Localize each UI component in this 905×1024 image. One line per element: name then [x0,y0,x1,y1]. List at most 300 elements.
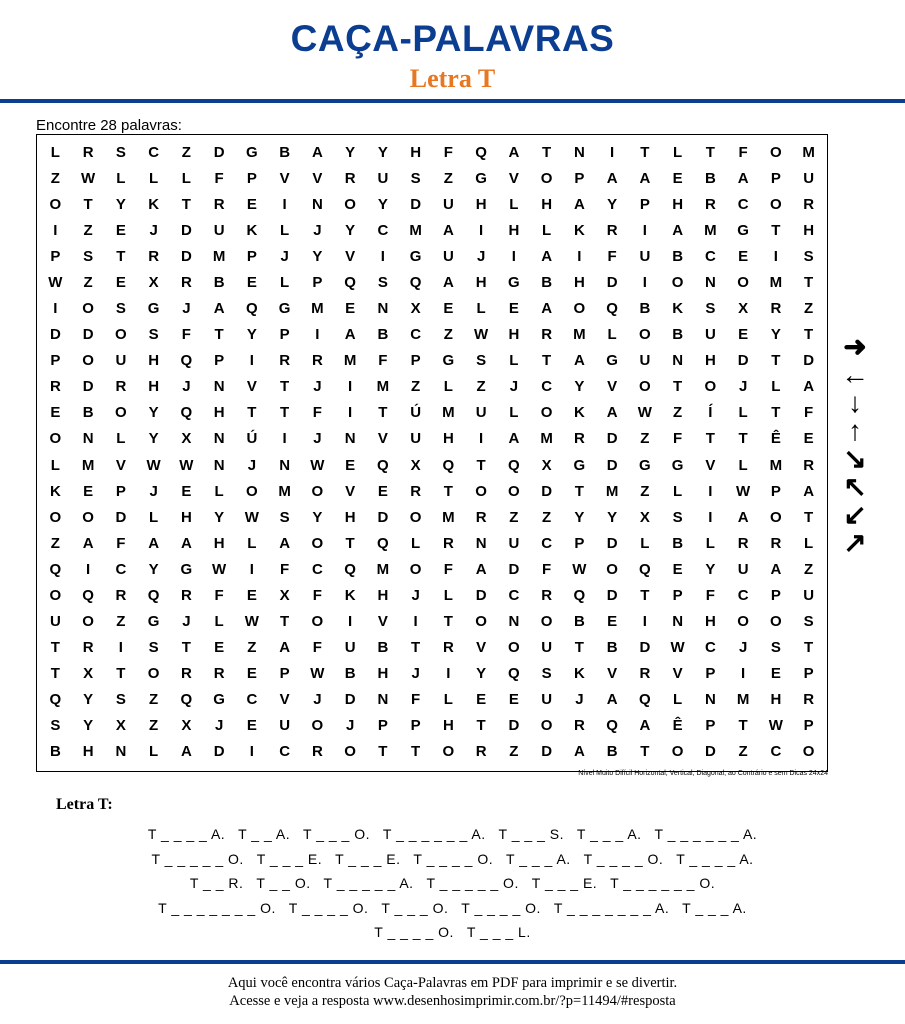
grid-cell[interactable]: A [311,143,323,161]
grid-cell[interactable]: M [212,247,226,265]
grid-cell[interactable]: C [737,586,749,604]
grid-cell[interactable]: Z [116,613,126,631]
grid-cell[interactable]: G [475,169,487,187]
grid-cell[interactable]: R [180,586,192,604]
grid-cell[interactable]: E [83,482,94,500]
grid-cell[interactable]: S [148,326,159,344]
grid-cell[interactable]: A [279,534,291,552]
grid-cell[interactable]: W [572,560,587,578]
grid-cell[interactable]: O [344,195,356,213]
grid-cell[interactable]: A [541,300,553,318]
grid-cell[interactable]: X [410,300,421,318]
grid-cell[interactable]: P [50,352,61,370]
grid-cell[interactable]: I [511,247,516,265]
grid-cell[interactable]: Z [50,534,60,552]
grid-cell[interactable]: Q [246,300,258,318]
grid-cell[interactable]: O [409,560,422,578]
grid-cell[interactable]: I [282,195,287,213]
grid-cell[interactable]: T [50,665,60,683]
grid-cell[interactable]: D [704,743,716,761]
grid-cell[interactable]: L [673,482,683,500]
grid-cell[interactable]: Q [49,560,62,578]
grid-cell[interactable]: O [246,482,258,500]
grid-cell[interactable]: T [574,639,584,657]
grid-cell[interactable]: F [443,560,453,578]
grid-cell[interactable]: O [49,430,62,448]
grid-cell[interactable]: V [377,613,388,631]
grid-cell[interactable]: L [509,352,519,370]
grid-cell[interactable]: D [82,378,94,396]
grid-cell[interactable]: H [475,273,487,291]
grid-cell[interactable]: L [149,169,159,187]
grid-cell[interactable]: E [672,169,683,187]
grid-cell[interactable]: L [509,404,519,422]
grid-cell[interactable]: Y [345,143,356,161]
grid-cell[interactable]: I [249,743,254,761]
grid-cell[interactable]: Y [377,143,388,161]
grid-cell[interactable]: R [49,378,61,396]
grid-cell[interactable]: Z [149,717,159,735]
grid-cell[interactable]: D [508,717,520,735]
grid-cell[interactable]: B [213,273,225,291]
grid-cell[interactable]: T [640,743,650,761]
grid-cell[interactable]: O [49,586,62,604]
grid-cell[interactable]: N [311,195,323,213]
grid-cell[interactable]: O [540,404,553,422]
grid-cell[interactable]: B [639,300,651,318]
grid-cell[interactable]: O [508,482,520,500]
grid-cell[interactable]: F [607,247,617,265]
grid-cell[interactable]: M [769,456,783,474]
grid-cell[interactable]: Y [574,508,585,526]
grid-cell[interactable]: P [50,247,61,265]
grid-cell[interactable]: P [672,586,683,604]
grid-cell[interactable]: E [115,273,126,291]
grid-cell[interactable]: T [50,639,60,657]
grid-cell[interactable]: O [770,143,782,161]
grid-cell[interactable]: Z [804,300,814,318]
grid-cell[interactable]: O [409,508,422,526]
grid-cell[interactable]: R [180,273,192,291]
grid-cell[interactable]: O [540,717,553,735]
grid-cell[interactable]: E [508,300,519,318]
grid-cell[interactable]: R [82,143,94,161]
grid-cell[interactable]: N [279,456,291,474]
grid-cell[interactable]: Q [508,665,520,683]
grid-cell[interactable]: M [409,221,422,239]
grid-cell[interactable]: L [443,586,453,604]
grid-cell[interactable]: A [606,169,618,187]
grid-cell[interactable]: T [181,195,191,213]
grid-cell[interactable]: A [180,743,192,761]
grid-cell[interactable]: A [344,326,356,344]
grid-cell[interactable]: F [181,326,191,344]
grid-cell[interactable]: S [803,247,814,265]
grid-cell[interactable]: H [82,743,94,761]
grid-cell[interactable]: Q [180,352,193,370]
grid-cell[interactable]: O [147,665,160,683]
grid-cell[interactable]: C [541,378,553,396]
grid-cell[interactable]: X [181,430,192,448]
grid-cell[interactable]: R [541,326,553,344]
grid-cell[interactable]: R [311,743,323,761]
grid-cell[interactable]: B [541,273,553,291]
grid-cell[interactable]: L [181,169,191,187]
grid-cell[interactable]: F [411,691,421,709]
grid-cell[interactable]: A [541,247,553,265]
grid-cell[interactable]: N [213,430,225,448]
grid-cell[interactable]: J [575,691,584,709]
grid-cell[interactable]: Q [639,560,651,578]
grid-cell[interactable]: E [181,482,192,500]
grid-cell[interactable]: I [708,482,713,500]
grid-cell[interactable]: C [410,326,422,344]
grid-cell[interactable]: C [704,247,716,265]
grid-cell[interactable]: R [541,586,553,604]
grid-cell[interactable]: E [115,221,126,239]
grid-cell[interactable]: L [771,378,781,396]
grid-cell[interactable]: I [118,639,123,657]
grid-cell[interactable]: N [377,300,389,318]
grid-cell[interactable]: S [410,169,421,187]
grid-cell[interactable]: A [573,195,585,213]
grid-cell[interactable]: E [50,404,61,422]
grid-cell[interactable]: O [737,613,749,631]
grid-cell[interactable]: I [348,613,353,631]
grid-cell[interactable]: L [509,195,519,213]
grid-cell[interactable]: H [213,534,225,552]
grid-cell[interactable]: P [705,717,716,735]
grid-cell[interactable]: V [279,691,290,709]
grid-cell[interactable]: P [574,534,585,552]
grid-cell[interactable]: D [606,273,618,291]
grid-cell[interactable]: D [606,456,618,474]
grid-cell[interactable]: J [411,665,420,683]
grid-cell[interactable]: K [573,221,585,239]
grid-cell[interactable]: Y [705,560,716,578]
grid-cell[interactable]: G [147,613,160,631]
grid-cell[interactable]: H [475,195,487,213]
grid-cell[interactable]: U [410,430,422,448]
grid-cell[interactable]: O [82,613,94,631]
grid-cell[interactable]: I [773,247,778,265]
grid-cell[interactable]: T [640,143,650,161]
grid-cell[interactable]: G [508,273,520,291]
grid-cell[interactable]: Q [442,456,455,474]
grid-cell[interactable]: L [247,534,257,552]
grid-cell[interactable]: R [770,534,782,552]
grid-cell[interactable]: T [411,639,421,657]
grid-cell[interactable]: P [279,665,290,683]
grid-cell[interactable]: P [279,326,290,344]
grid-cell[interactable]: Z [542,508,552,526]
grid-cell[interactable]: Q [147,586,160,604]
grid-cell[interactable]: W [637,404,652,422]
grid-cell[interactable]: J [345,717,355,735]
grid-cell[interactable]: B [49,743,61,761]
grid-cell[interactable]: T [116,665,126,683]
grid-cell[interactable]: I [249,560,254,578]
grid-cell[interactable]: U [213,221,225,239]
grid-cell[interactable]: A [737,169,749,187]
grid-cell[interactable]: Q [377,534,389,552]
grid-cell[interactable]: B [573,613,585,631]
grid-cell[interactable]: J [313,430,322,448]
grid-cell[interactable]: W [48,273,63,291]
grid-cell[interactable]: V [279,169,290,187]
grid-cell[interactable]: W [736,482,751,500]
grid-cell[interactable]: A [279,639,291,657]
grid-cell[interactable]: P [770,169,781,187]
grid-cell[interactable]: J [476,247,486,265]
grid-cell[interactable]: O [671,743,684,761]
grid-cell[interactable]: H [704,613,716,631]
grid-cell[interactable]: A [508,430,520,448]
grid-cell[interactable]: O [344,743,356,761]
grid-cell[interactable]: T [738,717,748,735]
grid-cell[interactable]: I [315,326,320,344]
grid-cell[interactable]: D [377,508,389,526]
grid-cell[interactable]: W [244,613,259,631]
grid-cell[interactable]: T [738,430,748,448]
grid-cell[interactable]: N [82,430,94,448]
grid-cell[interactable]: U [639,352,651,370]
grid-cell[interactable]: B [672,534,684,552]
grid-cell[interactable]: S [50,717,61,735]
grid-cell[interactable]: L [705,534,715,552]
grid-cell[interactable]: B [606,639,618,657]
grid-cell[interactable]: X [541,456,552,474]
grid-cell[interactable]: H [442,430,454,448]
grid-cell[interactable]: H [704,352,716,370]
grid-cell[interactable]: T [181,639,191,657]
grid-cell[interactable]: O [82,300,94,318]
grid-cell[interactable]: A [82,534,94,552]
grid-cell[interactable]: Y [148,430,159,448]
grid-cell[interactable]: E [803,430,814,448]
grid-cell[interactable]: Y [607,195,618,213]
grid-cell[interactable]: R [704,195,716,213]
grid-cell[interactable]: E [214,639,225,657]
grid-cell[interactable]: Z [83,273,93,291]
grid-cell[interactable]: J [738,639,748,657]
grid-cell[interactable]: G [639,456,651,474]
grid-cell[interactable]: O [770,613,782,631]
grid-cell[interactable]: C [115,560,127,578]
grid-cell[interactable]: V [705,456,716,474]
grid-cell[interactable]: C [541,534,553,552]
grid-cell[interactable]: B [704,169,716,187]
grid-cell[interactable]: A [803,482,815,500]
grid-cell[interactable]: V [246,378,257,396]
grid-cell[interactable]: L [542,221,552,239]
grid-cell[interactable]: F [705,586,715,604]
grid-cell[interactable]: A [606,404,618,422]
grid-cell[interactable]: A [213,300,225,318]
grid-cell[interactable]: D [737,352,749,370]
grid-cell[interactable]: T [280,404,290,422]
grid-cell[interactable]: S [83,247,94,265]
grid-cell[interactable]: T [345,534,355,552]
grid-cell[interactable]: E [443,300,454,318]
grid-cell[interactable]: E [607,613,618,631]
grid-cell[interactable]: J [411,586,420,604]
grid-cell[interactable]: I [642,221,647,239]
grid-cell[interactable]: G [246,143,258,161]
grid-cell[interactable]: O [475,613,487,631]
grid-cell[interactable]: V [672,665,683,683]
grid-cell[interactable]: Z [181,143,191,161]
grid-cell[interactable]: H [541,195,553,213]
grid-cell[interactable]: E [738,326,749,344]
grid-cell[interactable]: D [606,430,618,448]
grid-cell[interactable]: O [115,404,127,422]
grid-cell[interactable]: O [508,639,520,657]
grid-cell[interactable]: G [147,300,160,318]
grid-cell[interactable]: Ú [246,430,258,448]
grid-cell[interactable]: Z [509,508,519,526]
grid-cell[interactable]: R [410,482,422,500]
grid-cell[interactable]: S [672,508,683,526]
grid-cell[interactable]: K [573,404,585,422]
grid-cell[interactable]: M [442,508,455,526]
grid-cell[interactable]: H [770,691,782,709]
grid-cell[interactable]: I [642,273,647,291]
grid-cell[interactable]: F [804,404,814,422]
grid-cell[interactable]: T [443,482,453,500]
grid-cell[interactable]: Y [345,221,356,239]
grid-cell[interactable]: Ê [672,717,683,735]
grid-cell[interactable]: T [771,352,781,370]
grid-cell[interactable]: O [540,169,553,187]
grid-cell[interactable]: G [671,456,684,474]
grid-cell[interactable]: F [443,143,453,161]
grid-cell[interactable]: O [704,378,717,396]
grid-cell[interactable]: Y [115,195,126,213]
grid-cell[interactable]: U [737,560,749,578]
grid-cell[interactable]: V [345,482,356,500]
grid-cell[interactable]: G [737,221,749,239]
grid-cell[interactable]: J [313,378,322,396]
grid-cell[interactable]: T [804,639,814,657]
grid-cell[interactable]: O [115,326,127,344]
grid-cell[interactable]: J [182,378,191,396]
grid-cell[interactable]: C [737,195,749,213]
grid-cell[interactable]: W [768,717,783,735]
grid-cell[interactable]: H [672,195,684,213]
grid-cell[interactable]: N [475,534,487,552]
grid-cell[interactable]: U [639,247,651,265]
grid-cell[interactable]: R [115,586,127,604]
grid-cell[interactable]: M [605,482,619,500]
grid-cell[interactable]: G [180,560,193,578]
grid-cell[interactable]: G [409,247,422,265]
grid-cell[interactable]: O [311,613,324,631]
grid-cell[interactable]: Z [411,378,421,396]
grid-cell[interactable]: Y [214,508,225,526]
grid-cell[interactable]: T [640,586,650,604]
grid-cell[interactable]: O [671,273,684,291]
grid-cell[interactable]: L [214,613,224,631]
grid-cell[interactable]: Y [574,378,585,396]
grid-cell[interactable]: A [508,143,520,161]
grid-cell[interactable]: R [770,300,782,318]
grid-cell[interactable]: V [607,378,618,396]
grid-cell[interactable]: N [508,613,520,631]
grid-cell[interactable]: X [115,717,126,735]
grid-cell[interactable]: W [179,456,194,474]
grid-cell[interactable]: U [541,639,553,657]
grid-cell[interactable]: R [279,352,291,370]
grid-cell[interactable]: E [672,560,683,578]
grid-cell[interactable]: F [378,352,388,370]
grid-cell[interactable]: F [542,560,552,578]
grid-cell[interactable]: U [344,639,356,657]
grid-cell[interactable]: O [606,560,618,578]
grid-cell[interactable]: E [246,665,257,683]
grid-cell[interactable]: R [442,534,454,552]
grid-cell[interactable]: T [574,482,584,500]
grid-cell[interactable]: D [541,743,553,761]
grid-cell[interactable]: P [770,586,781,604]
grid-cell[interactable]: B [606,743,618,761]
grid-cell[interactable]: Y [312,508,323,526]
grid-cell[interactable]: C [377,221,389,239]
grid-cell[interactable]: Q [49,691,62,709]
grid-cell[interactable]: S [115,691,126,709]
grid-cell[interactable]: S [705,300,716,318]
grid-cell[interactable]: J [214,717,224,735]
grid-cell[interactable]: I [53,221,58,239]
grid-cell[interactable]: D [508,560,520,578]
grid-cell[interactable]: E [246,273,257,291]
grid-cell[interactable]: D [344,691,356,709]
grid-cell[interactable]: S [115,300,126,318]
grid-cell[interactable]: L [411,534,421,552]
grid-cell[interactable]: S [770,639,781,657]
grid-cell[interactable]: I [413,613,418,631]
grid-cell[interactable]: V [115,456,126,474]
grid-cell[interactable]: T [673,378,683,396]
grid-cell[interactable]: O [311,534,324,552]
grid-cell[interactable]: A [803,378,815,396]
grid-cell[interactable]: D [639,639,651,657]
grid-cell[interactable]: D [475,586,487,604]
grid-cell[interactable]: Z [738,743,748,761]
grid-cell[interactable]: P [115,482,126,500]
grid-cell[interactable]: B [377,326,389,344]
grid-cell[interactable]: P [770,482,781,500]
grid-cell[interactable]: Z [673,404,683,422]
grid-cell[interactable]: L [804,534,814,552]
grid-cell[interactable]: O [639,326,651,344]
grid-cell[interactable]: D [213,143,225,161]
grid-cell[interactable]: L [50,456,60,474]
grid-cell[interactable]: Z [509,743,519,761]
grid-cell[interactable]: S [476,352,487,370]
grid-cell[interactable]: J [247,456,257,474]
grid-cell[interactable]: R [803,456,815,474]
grid-cell[interactable]: L [50,143,60,161]
grid-cell[interactable]: T [280,378,290,396]
grid-cell[interactable]: M [278,482,291,500]
grid-cell[interactable]: D [180,221,192,239]
grid-cell[interactable]: R [442,639,454,657]
grid-cell[interactable]: W [81,169,96,187]
grid-cell[interactable]: F [738,143,748,161]
grid-cell[interactable]: I [86,560,91,578]
grid-cell[interactable]: A [442,221,454,239]
